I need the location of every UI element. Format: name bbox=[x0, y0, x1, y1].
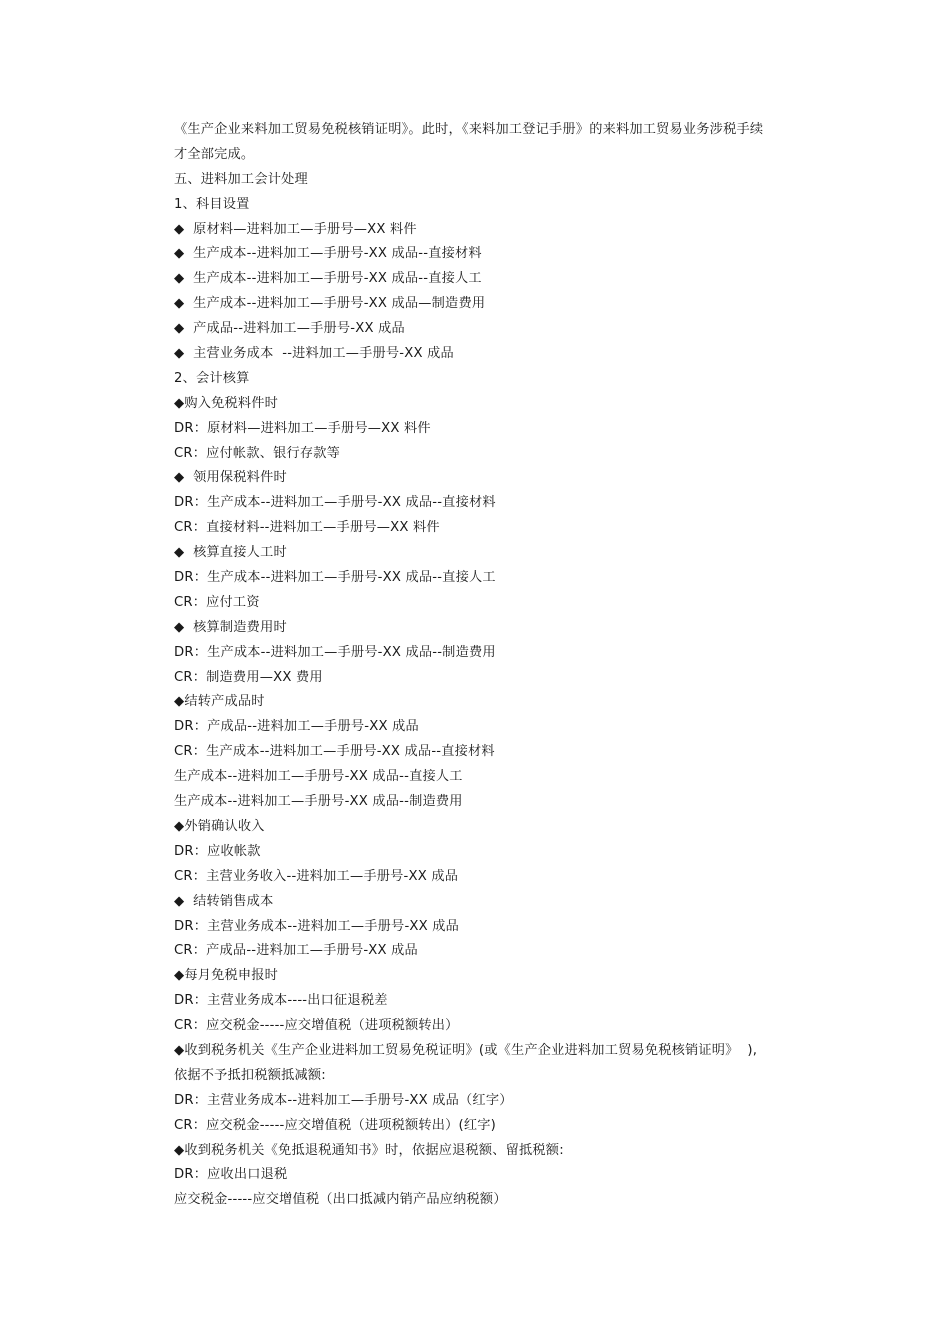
debit-entry: DR：主营业务成本--进料加工—手册号-XX 成品（红字） bbox=[174, 1092, 513, 1108]
debit-entry: DR：应收帐款 bbox=[174, 843, 261, 859]
bullet-item: ◆ 核算制造费用时 bbox=[174, 619, 287, 635]
bullet-item: ◆收到税务机关《免抵退税通知书》时，依据应退税额、留抵税额: bbox=[174, 1142, 564, 1158]
document-body bbox=[174, 118, 814, 1213]
bullet-item: ◆ 领用保税料件时 bbox=[174, 470, 287, 486]
text-line: 应交税金-----应交增值税（出口抵减内销产品应纳税额） bbox=[174, 1192, 507, 1208]
credit-entry: CR：生产成本--进料加工—手册号-XX 成品--直接材料 bbox=[174, 744, 495, 760]
bullet-item: ◆ 原材料—进料加工—手册号—XX 料件 bbox=[174, 221, 417, 237]
credit-entry: CR：应付帐款、银行存款等 bbox=[174, 445, 341, 461]
text-line: 《生产企业来料加工贸易免税核销证明》。此时，《来料加工登记手册》的来料加工贸易业务涉税手续 bbox=[174, 122, 764, 137]
bullet-item: ◆购入免税料件时 bbox=[174, 395, 279, 411]
bullet-item: ◆ 主营业务成本 --进料加工—手册号-XX 成品 bbox=[174, 346, 454, 362]
debit-entry: DR：产成品--进料加工—手册号-XX 成品 bbox=[174, 719, 419, 735]
debit-entry: DR：原材料—进料加工—手册号—XX 料件 bbox=[174, 420, 431, 436]
credit-entry: CR：制造费用—XX 费用 bbox=[174, 669, 323, 685]
debit-entry: DR：主营业务成本----出口征退税差 bbox=[174, 993, 388, 1009]
text-line: 才全部完成。 bbox=[174, 146, 255, 162]
bullet-item: ◆结转产成品时 bbox=[174, 694, 265, 710]
credit-entry: CR：应付工资 bbox=[174, 594, 260, 610]
subsection-heading: 1、科目设置 bbox=[174, 196, 250, 212]
debit-entry: DR：应收出口退税 bbox=[174, 1167, 288, 1183]
text-line: 依据不予抵扣税额抵减额: bbox=[174, 1067, 326, 1083]
bullet-item: ◆ 结转销售成本 bbox=[174, 893, 274, 909]
bullet-item: ◆外销确认收入 bbox=[174, 818, 265, 834]
section-heading: 五、进料加工会计处理 bbox=[174, 171, 308, 187]
debit-entry: DR：生产成本--进料加工—手册号-XX 成品--直接人工 bbox=[174, 570, 496, 586]
bullet-item: ◆ 核算直接人工时 bbox=[174, 545, 287, 561]
debit-entry: DR：主营业务成本--进料加工—手册号-XX 成品 bbox=[174, 918, 460, 934]
credit-entry: CR：应交税金-----应交增值税（进项税额转出） bbox=[174, 1018, 459, 1034]
debit-entry: DR：生产成本--进料加工—手册号-XX 成品--制造费用 bbox=[174, 644, 496, 660]
credit-entry: CR：应交税金-----应交增值税（进项税额转出）(红字) bbox=[174, 1117, 497, 1133]
credit-entry: CR：直接材料--进料加工—手册号—XX 料件 bbox=[174, 520, 440, 536]
subsection-heading: 2、会计核算 bbox=[174, 370, 250, 386]
bullet-item: ◆每月免税申报时 bbox=[174, 968, 279, 984]
bullet-item: ◆收到税务机关《生产企业进料加工贸易免税证明》(或《生产企业进料加工贸易免税核销证明》 ), bbox=[174, 1042, 758, 1058]
text-line: 生产成本--进料加工—手册号-XX 成品--制造费用 bbox=[174, 794, 463, 810]
debit-entry: DR：生产成本--进料加工—手册号-XX 成品--直接材料 bbox=[174, 495, 496, 511]
bullet-item: ◆ 生产成本--进料加工—手册号-XX 成品--直接人工 bbox=[174, 271, 482, 287]
credit-entry: CR：产成品--进料加工—手册号-XX 成品 bbox=[174, 943, 418, 959]
bullet-item: ◆ 生产成本--进料加工—手册号-XX 成品--直接材料 bbox=[174, 246, 482, 262]
credit-entry: CR：主营业务收入--进料加工—手册号-XX 成品 bbox=[174, 868, 459, 884]
text-line: 生产成本--进料加工—手册号-XX 成品--直接人工 bbox=[174, 769, 463, 785]
bullet-item: ◆ 生产成本--进料加工—手册号-XX 成品—制造费用 bbox=[174, 296, 486, 312]
bullet-item: ◆ 产成品--进料加工—手册号-XX 成品 bbox=[174, 321, 405, 337]
